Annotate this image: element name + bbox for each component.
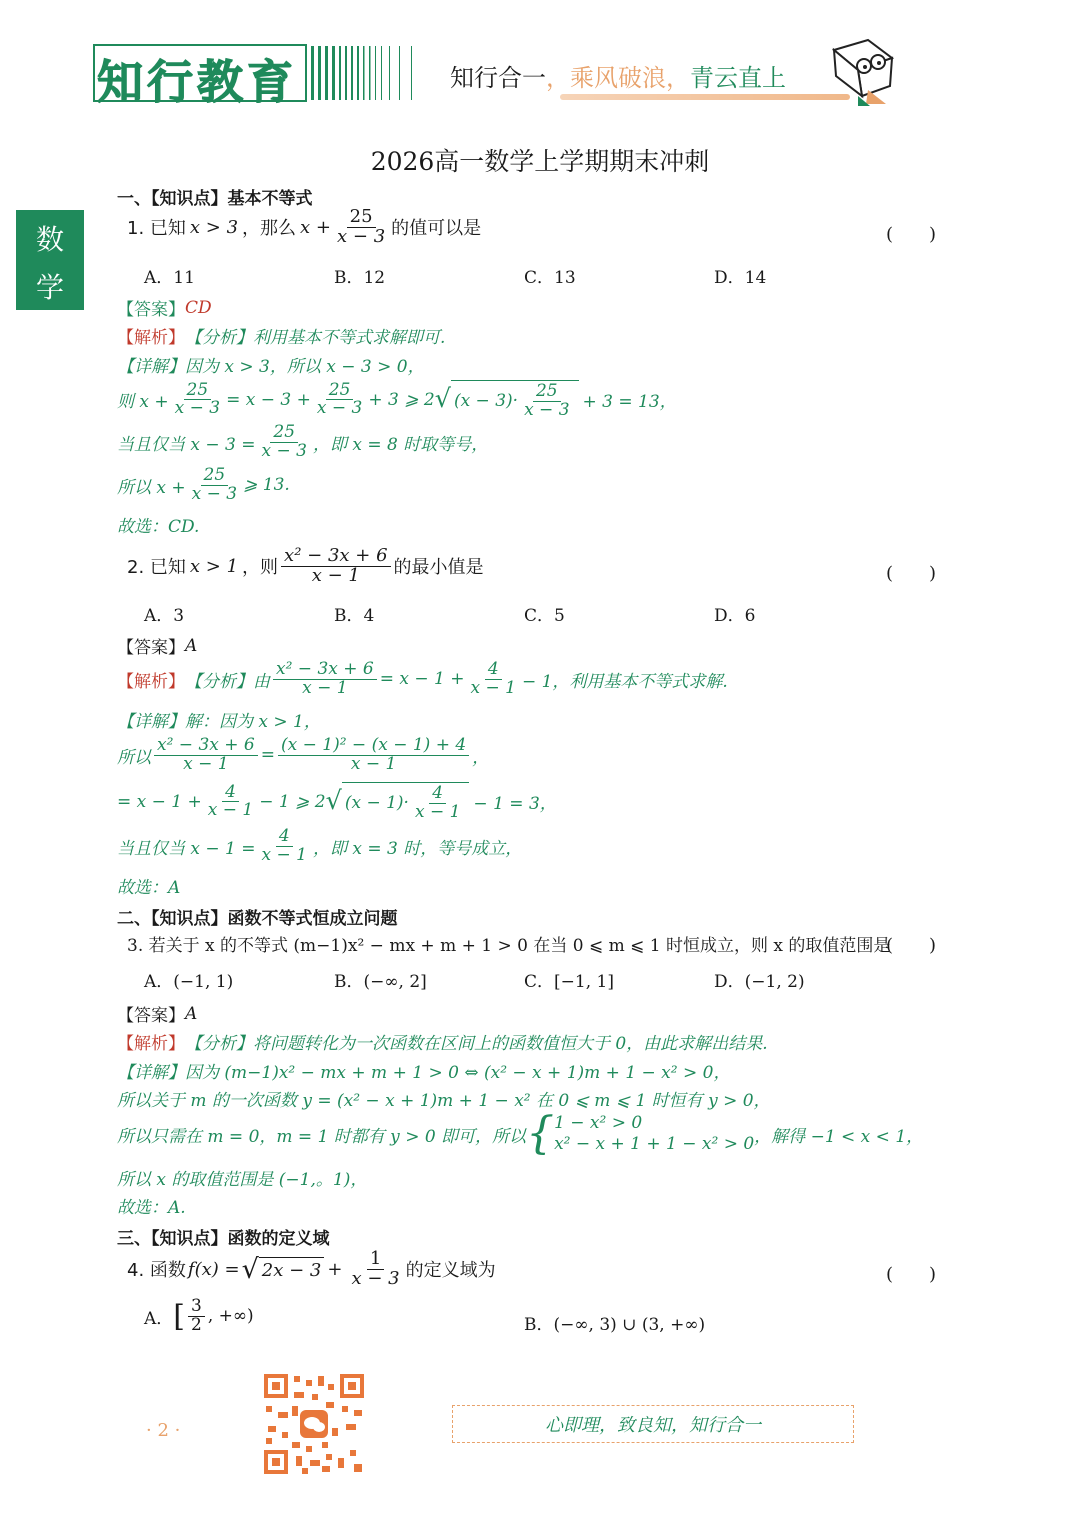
q2-mid: ，则 [242,557,279,579]
q1-l2-num1: 25 [184,382,212,401]
slogan-part3: 青云直上 [690,64,786,92]
q2-a-den: x − 1 [302,677,348,698]
q1-answer-label: 【答案】 [117,300,185,320]
mascot-icon [828,36,898,106]
q3-option-c: C．[−1, 1] [524,972,614,992]
q2-l3-a: = x − 1 + [117,791,202,812]
q4-answer-paren: ( ) [886,1264,937,1285]
q3-system-row2: x² − x + 1 + 1 − x² > 0 [554,1134,755,1154]
q2-detail-label: 【详解】 [117,712,185,732]
q2-prefix: 2. 已知 [127,557,186,579]
q1-detail-label: 【详解】 [117,357,185,377]
q1-l3-den: x − 3 [261,440,307,461]
q2-l3-b: − 1 ⩾ 2 [259,791,326,812]
footer-motto: 心即理，致良知，知行合一 [545,1415,761,1436]
q1-l2-den2: x − 3 [316,398,363,419]
q2-sqrt: √ (x − 1)· $\frac{4}{x - 1}$ [326,782,470,822]
q2-l2-num1: x² − 3x + 6 [154,737,258,756]
q1-option-a: A．11 [144,268,195,288]
q1-l2-b: = x − 3 + [226,389,311,410]
q3-detail-5: 故选：A. [117,1198,186,1218]
side-tab-line1: 数 [36,223,65,256]
q4-sqrt: √ 2x − 3 [242,1256,325,1283]
q2-den: x − 1 [311,564,360,586]
q2-cond: x > 1 [189,555,239,577]
q2-detail-3 [117,782,557,822]
logo [93,44,415,109]
q2-a-b: = x − 1 + [379,669,465,690]
q1-answer [117,295,212,320]
q2-detail-1 [117,707,321,732]
q1-mid: ，那么 [242,218,297,240]
qr-code-icon [262,1372,366,1476]
q2-l4-den: x − 1 [261,844,307,865]
section-heading-2: 二、【知识点】函数不等式恒成立问题 [117,909,398,929]
q3-analysis-text: 【分析】将问题转化为一次函数在区间上的函数值恒大于 0，由此求解出结果. [185,1034,768,1054]
q4-den: x − 3 [351,1267,400,1289]
q3-answer [117,1001,197,1026]
q1-detail-4 [117,467,290,504]
q3-l3-b: ，解得 −1 < x < 1， [754,1126,924,1147]
q1-l4-b: ⩾ 13. [243,475,290,496]
header [0,0,1080,120]
question-2 [127,547,484,586]
q2-l3-num2: 4 [429,785,446,804]
q1-l2-d: (x − 3)· [453,391,519,412]
page-number: · 2 · [146,1420,181,1441]
q1-l2-a: 则 x + [117,392,169,413]
q3-l3-a: 所以只需在 m = 0，m = 1 时都有 y > 0 即可，所以 [117,1126,527,1147]
q1-option-c: C．13 [524,268,576,288]
q2-l4-num: 4 [276,828,293,847]
q1-detail-3 [117,424,488,461]
q1-l3-b: ，即 x = 8 时取等号， [312,434,489,455]
q1-l2-num3: 25 [533,383,561,402]
q2-l2-b: = [260,745,275,766]
q2-l3-den2: x − 1 [414,801,461,822]
q1-answer-value: CD [185,297,212,318]
q2-suffix: 的最小值是 [393,557,484,579]
q2-detail-text: 解：因为 x > 1， [185,712,321,732]
q2-l2-den2: x − 1 [350,753,397,774]
q3-detail-2: 所以关于 m 的一次函数 y = (x² − x + 1)m + 1 − x² 在 0 ⩽ m ⩽ 1 时恒有 y > 0， [117,1091,771,1111]
q2-option-d: D．6 [714,606,756,626]
q2-answer-label: 【答案】 [117,638,185,658]
page-title: 2026高一数学上学期期末冲刺 [370,147,710,176]
q2-analysis-label: 【解析】 [117,671,185,692]
q1-l2-den1: x − 3 [174,398,221,419]
q2-detail-2 [117,737,489,774]
logo-text: 知行教育 [97,55,297,109]
q2-a-num2: 4 [485,661,502,680]
q2-option-a: A．3 [144,606,185,626]
q3-answer-value: A [185,1003,198,1024]
side-tab [16,210,84,310]
q2-option-c: C．5 [524,606,565,626]
slogan [450,58,786,93]
slogan-underline [560,94,850,100]
q2-l3-c: (x − 1)· [344,793,409,814]
q2-a-c: − 1，利用基本不等式求解. [521,671,728,692]
q3-option-d: D．(−1, 2) [714,972,805,992]
q2-l2-num2: (x − 1)² − (x − 1) + 4 [278,737,469,756]
q3-detail-1 [117,1058,730,1083]
q1-expr: x + [300,216,332,238]
q4-option-a-num: 3 [188,1298,205,1317]
q3-analysis-label: 【解析】 [117,1034,185,1054]
q2-detail-4 [117,828,522,865]
q2-answer [117,633,197,658]
q4-prefix: 4. 函数 [127,1260,186,1282]
q1-l2-den3: x − 3 [524,399,570,420]
q2-l3-d: − 1 = 3， [473,794,557,815]
q4-option-a-den: 2 [191,1314,202,1335]
q1-l2-e: + 3 = 13， [582,392,677,413]
q1-analysis-text: 【分析】利用基本不等式求解即可. [185,328,446,348]
q2-num: x² − 3x + 6 [281,547,390,567]
q1-l2-c: + 3 ⩾ 2 [368,389,435,410]
q3-detail-label: 【详解】 [117,1063,185,1083]
q2-l3-num: 4 [222,784,239,803]
question-4 [127,1250,496,1289]
q2-l2-c: ， [472,747,490,768]
q4-expr: f(x) = [187,1258,240,1280]
section-heading-1: 一、【知识点】基本不等式 [117,189,313,209]
q1-den: x − 3 [337,225,386,247]
q1-option-d: D．14 [714,268,767,288]
q2-answer-paren: ( ) [886,563,937,584]
q2-fraction [281,547,390,586]
q4-option-a-label: A． [144,1308,174,1329]
q3-option-a: A．(−1, 1) [144,972,234,992]
q4-option-a-tail: , +∞) [207,1306,254,1327]
q2-option-b: B．4 [334,606,375,626]
q2-analysis [117,661,728,698]
q1-num: 25 [347,208,376,228]
q1-detail-2 [117,380,677,420]
q1-cond: x > 3 [189,216,239,238]
slogan-part1: 知行合一 [450,64,546,92]
q3-answer-paren: ( ) [886,935,937,956]
q1-suffix: 的值可以是 [391,218,482,240]
q2-detail-5: 故选：A [117,878,181,898]
q4-option-a: A． [ $\frac{3}{2}$ , +∞) [144,1296,254,1335]
q1-option-b: B．12 [334,268,386,288]
q1-sqrt: √ (x − 3)· $\frac{25}{x - 3}$ [435,380,579,420]
q3-system: { 1 − x² > 0 x² − x + 1 + 1 − x² > 0 [526,1108,755,1159]
q4-rad: 2x − 3 [261,1260,322,1282]
q1-l3-a: 当且仅当 x − 3 = [117,434,256,455]
q2-l2-den1: x − 1 [183,753,229,774]
q4-plus: + [327,1258,343,1280]
q1-detail-1 [117,352,425,377]
q3-detail-3 [117,1108,924,1159]
q1-l2-num2: 25 [326,382,354,401]
section-heading-3: 三、【知识点】函数的定义域 [117,1229,330,1249]
q2-a-den2: x − 1 [470,677,516,698]
q4-suffix: 的定义域为 [405,1260,496,1282]
q2-l4-a: 当且仅当 x − 1 = [117,838,256,859]
side-tab-line2: 学 [36,271,65,304]
q1-analysis [117,323,445,348]
q2-a-num: x² − 3x + 6 [273,661,377,680]
q1-l4-a: 所以 x + [117,477,186,498]
q2-l3-den: x − 1 [207,800,254,821]
q1-prefix: 1. 已知 [127,218,186,240]
q1-detail-5: 故选：CD. [117,517,200,537]
q3-system-row1: 1 − x² > 0 [554,1112,643,1133]
question-1 [127,208,481,247]
footer-motto-box [452,1405,854,1443]
q4-num: 1 [367,1250,384,1270]
q3-answer-label: 【答案】 [117,1006,185,1026]
q3-option-b: B．(−∞, 2] [334,972,427,992]
q2-l4-b: ，即 x = 3 时，等号成立， [312,838,523,859]
q3-analysis [117,1029,768,1054]
q3-l1: 因为 (m−1)x² − mx + m + 1 > 0 ⇔ (x² − x + 1)m + 1 − x² > 0， [185,1063,731,1083]
q1-detail-text: 因为 x > 3，所以 x − 3 > 0， [185,357,425,377]
q1-fraction [334,208,388,247]
q3-detail-4: 所以 x 的取值范围是 (−1,。1)， [117,1170,368,1190]
slogan-part2: ，乘风破浪， [546,64,690,92]
q1-l3-num: 25 [270,424,298,443]
question-3: 3. 若关于 x 的不等式 (m−1)x² − mx + m + 1 > 0 在当 0 ⩽ m ⩽ 1 时恒成立，则 x 的取值范围是 [127,936,891,956]
q1-analysis-label: 【解析】 [117,328,185,348]
q1-l4-num: 25 [201,467,229,486]
q4-fraction [348,1250,402,1289]
q2-answer-value: A [185,635,198,656]
q1-l4-den: x − 3 [191,483,238,504]
q2-l2-a: 所以 [117,747,151,768]
q4-option-b: B．(−∞, 3) ∪ (3, +∞) [524,1315,706,1335]
q2-a-a: 【分析】由 [185,671,270,692]
q1-answer-paren: ( ) [886,224,937,245]
